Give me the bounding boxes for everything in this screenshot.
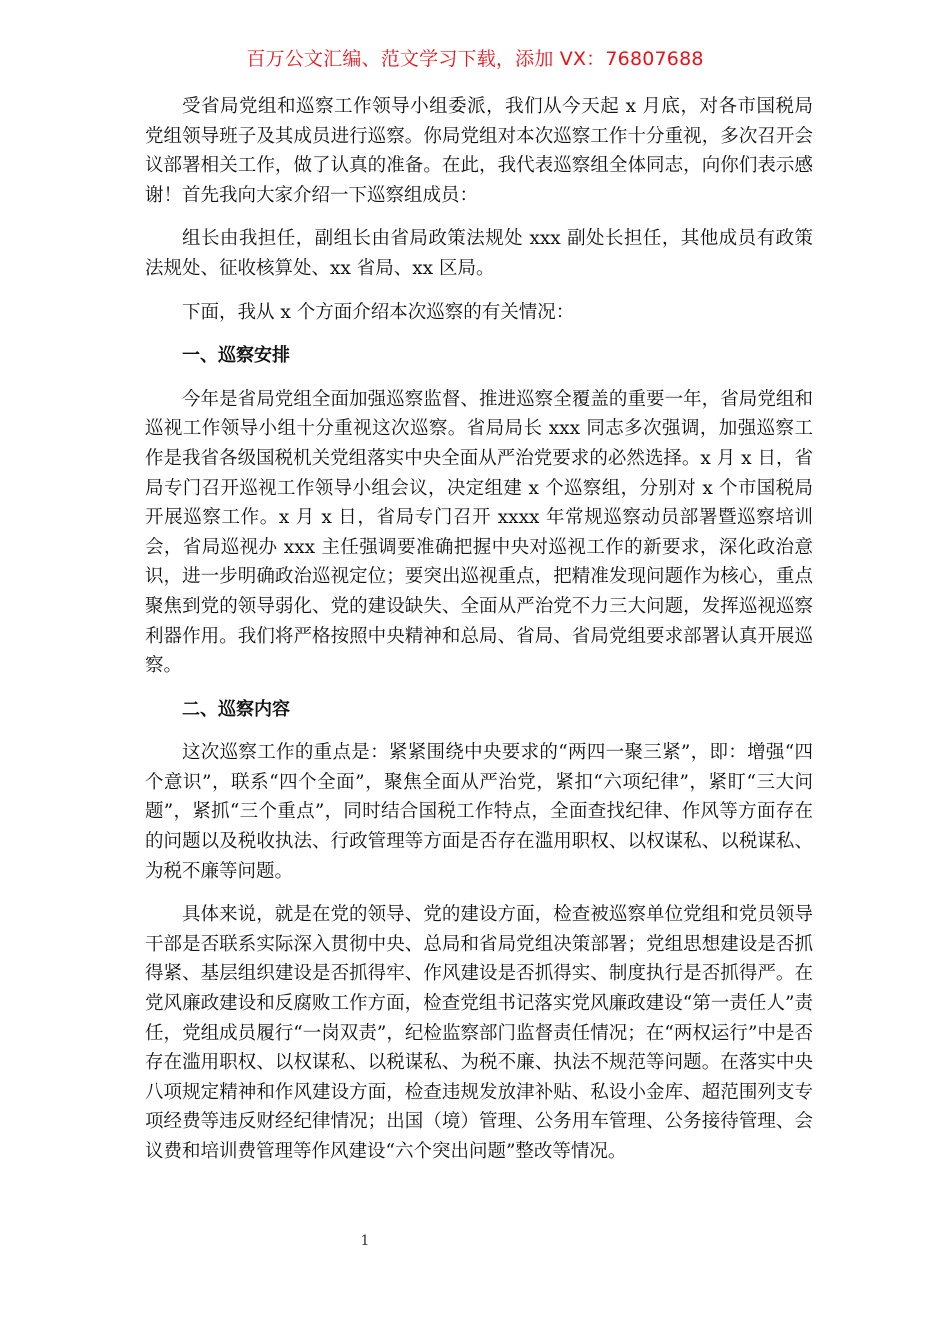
section-heading-content: 二、巡察内容 [182,698,290,720]
paragraph-intro: 受省局党组和巡察工作领导小组委派，我们从今天起 x 月底，对各市国税局党组领导班子及其成员进行巡察。你局党组对本次巡察工作十分重视，多次召开会议部署相关工作，做了认真的准备。在此，我代表巡察组全体同志，向你们表示感谢！首先我向大家介绍一下巡察组成员： [145,96,813,206]
section-heading-arrangement: 一、巡察安排 [182,345,290,367]
paragraph-overview: 下面，我从 x 个方面介绍本次巡察的有关情况： [182,301,575,323]
document-body [145,92,813,1181]
page-number: 1 [360,1233,370,1249]
paragraph-details: 具体来说，就是在党的领导、党的建设方面，检查被巡察单位党组和党员领导干部是否联系实际深入贯彻中央、总局和省局党组决策部署；党组思想建设是否抓得紧、基层组织建设是否抓得牢、作风建设是否抓得实、制度执行是否抓得严。在党风廉政建设和反腐败工作方面，检查党组书记落实党风廉政建设“第一责任人”责任，党组成员履行“一岗双责”，纪检监察部门监督责任情况；在“两权运行”中是否存在滥用职权、以权谋私、以税谋私、为税不廉、执法不规范等问题。在落实中央八项规定精神和作风建设方面，检查违规发放津补贴、私设小金库、超范围列支专项经费等违反财经纪律情况；出国（境）管理、公务用车管理、公务接待管理、会议费和培训费管理等作风建设“六个突出问题”整改等情况。 [145,904,813,1162]
paragraph-focus: 这次巡察工作的重点是：紧紧围绕中央要求的“两四一聚三紧”，即：增强“四个意识”，联系“四个全面”，聚焦全面从严治党，紧扣“六项纪律”，紧盯“三大问题”，紧抓“三个重点”，同时结合国税工作特点，全面查找纪律、作风等方面存在的问题以及税收执法、行政管理等方面是否存在滥用职权、以权谋私、以税谋私、为税不廉等问题。 [145,742,813,882]
paragraph-members: 组长由我担任，副组长由省局政策法规处 xxx 副处长担任，其他成员有政策法规处、征收核算处、xx 省局、xx 区局。 [145,228,813,279]
download-banner: 百万公文汇编、范文学习下载，添加 VX：76807688 [246,48,704,70]
paragraph-arrangement: 今年是省局党组全面加强巡察监督、推进巡察全覆盖的重要一年，省局党组和巡视工作领导小组十分重视这次巡察。省局局长 xxx 同志多次强调，加强巡察工作是我省各级国税机关党组落实中央全面从严治党要求的必然选择。x 月 x 日，省局专门召开巡视工作领导小组会议，决定组建 x 个巡察组，分别对 x 个市国税局开展巡察工作。x 月 x 日，省局专门召开 xxxx 年常规巡察动员部署暨巡察培训会，省局巡视办 xxx 主任强调要准确把握中央对巡视工作的新要求，深化政治意识，进一步明确政治巡视定位；要突出巡视重点，把精准发现问题作为核心，重点聚焦到党的领导弱化、党的建设缺失、全面从严治党不力三大问题，发挥巡视巡察利器作用。我们将严格按照中央精神和总局、省局、省局党组要求部署认真开展巡察。 [145,388,813,677]
